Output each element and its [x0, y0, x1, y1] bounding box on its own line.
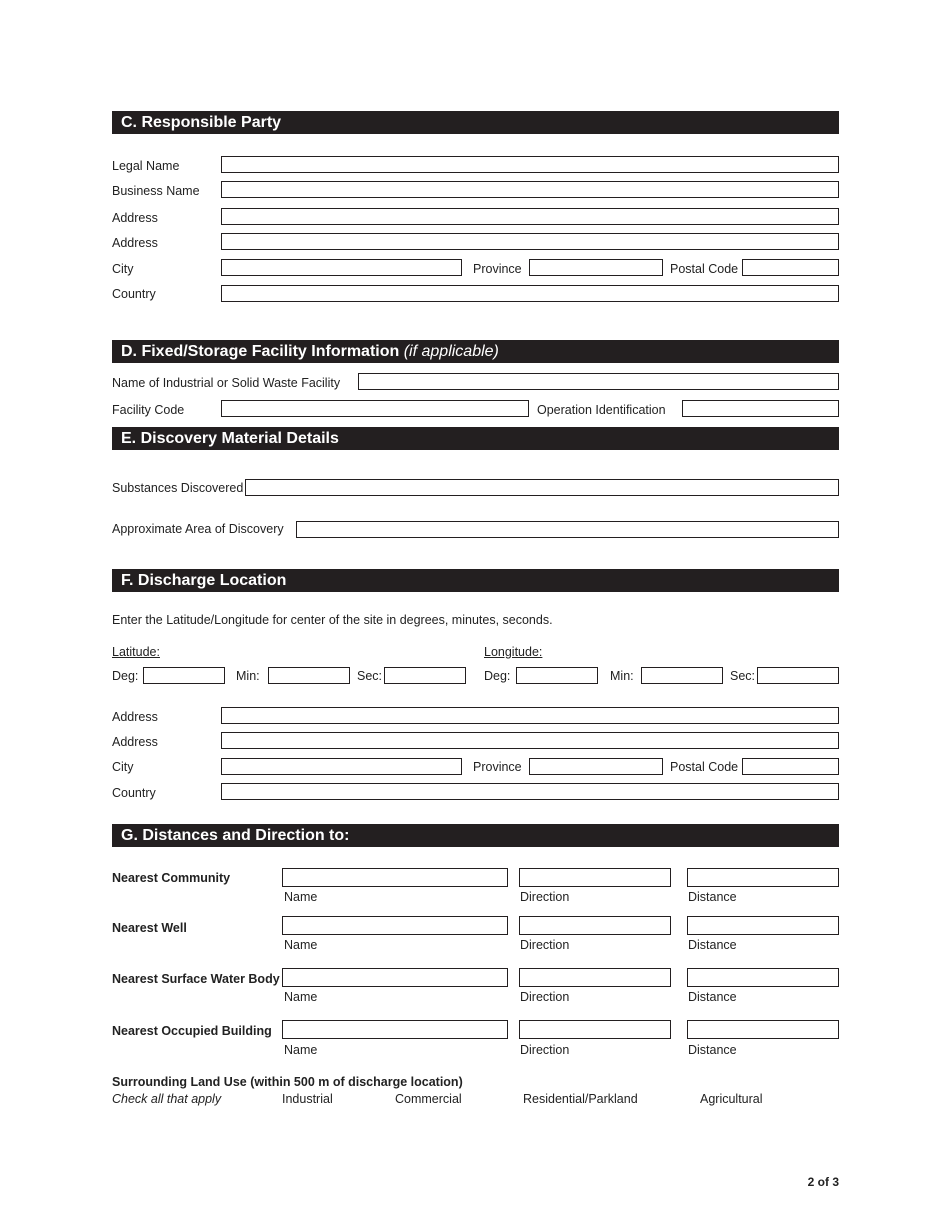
nearest-occupied-building-direction-caption: Direction: [520, 1043, 570, 1057]
nearest-surface-water-label: Nearest Surface Water Body: [112, 972, 280, 986]
land-use-option-industrial[interactable]: Industrial: [282, 1092, 333, 1106]
postal-code-label: Postal Code: [670, 262, 739, 276]
legal-name-label: Legal Name: [112, 159, 180, 173]
city-field[interactable]: [221, 259, 462, 276]
nearest-occupied-building-direction-field[interactable]: [519, 1020, 671, 1039]
f-province-label: Province: [473, 760, 522, 774]
f-country-field[interactable]: [221, 783, 839, 800]
address-1-field[interactable]: [221, 208, 839, 225]
section-g-header: [112, 824, 839, 847]
land-use-option-residential[interactable]: Residential/Parkland: [523, 1092, 638, 1106]
business-name-label: Business Name: [112, 184, 200, 198]
postal-code-field[interactable]: [742, 259, 839, 276]
f-postal-code-label: Postal Code: [670, 760, 739, 774]
long-deg-field[interactable]: [516, 667, 598, 684]
address-2-field[interactable]: [221, 233, 839, 250]
f-address-2-field[interactable]: [221, 732, 839, 749]
long-sec-label: Sec:: [730, 669, 756, 683]
city-label: City: [112, 262, 134, 276]
nearest-community-distance-field[interactable]: [687, 868, 839, 887]
operation-id-field[interactable]: [682, 400, 839, 417]
nearest-community-distance-caption: Distance: [688, 890, 737, 904]
nearest-surface-water-direction-field[interactable]: [519, 968, 671, 987]
nearest-occupied-building-label: Nearest Occupied Building: [112, 1024, 272, 1038]
f-city-label: City: [112, 760, 134, 774]
facility-name-label: Name of Industrial or Solid Waste Facility: [112, 376, 341, 390]
f-address-1-label: Address: [112, 710, 158, 724]
nearest-community-label: Nearest Community: [112, 871, 231, 885]
province-label: Province: [473, 262, 522, 276]
lat-min-label: Min:: [236, 669, 260, 683]
longitude-heading: Longitude:: [484, 645, 543, 659]
substances-label: Substances Discovered: [112, 481, 244, 495]
f-city-field[interactable]: [221, 758, 462, 775]
nearest-community-name-field[interactable]: [282, 868, 508, 887]
substances-field[interactable]: [245, 479, 839, 496]
section-c-title: C. Responsible Party: [121, 114, 282, 131]
address-2-label: Address: [112, 236, 158, 250]
nearest-well-distance-caption: Distance: [688, 938, 737, 952]
latitude-heading: Latitude:: [112, 645, 160, 659]
latlong-instruction: Enter the Latitude/Longitude for center of the site in degrees, minutes, seconds.: [112, 613, 553, 627]
nearest-occupied-building-distance-field[interactable]: [687, 1020, 839, 1039]
province-field[interactable]: [529, 259, 663, 276]
lat-sec-label: Sec:: [357, 669, 383, 683]
lat-deg-field[interactable]: [143, 667, 225, 684]
section-f-header: [112, 569, 839, 592]
nearest-well-name-caption: Name: [284, 938, 318, 952]
long-sec-field[interactable]: [757, 667, 839, 684]
long-min-label: Min:: [610, 669, 634, 683]
lat-min-field[interactable]: [268, 667, 350, 684]
facility-code-field[interactable]: [221, 400, 529, 417]
section-c-header: [112, 111, 839, 134]
nearest-surface-water-distance-field[interactable]: [687, 968, 839, 987]
nearest-occupied-building-name-field[interactable]: [282, 1020, 508, 1039]
nearest-community-direction-caption: Direction: [520, 890, 570, 904]
nearest-community-direction-field[interactable]: [519, 868, 671, 887]
section-g-title: G. Distances and Direction to:: [121, 827, 350, 844]
address-1-label: Address: [112, 211, 158, 225]
long-min-field[interactable]: [641, 667, 723, 684]
land-use-hint: Check all that apply: [112, 1092, 222, 1106]
nearest-well-direction-field[interactable]: [519, 916, 671, 935]
section-e-title: E. Discovery Material Details: [121, 430, 339, 447]
long-deg-label: Deg:: [484, 669, 511, 683]
nearest-occupied-building-distance-caption: Distance: [688, 1043, 737, 1057]
page-number: 2 of 3: [807, 1175, 839, 1189]
land-use-option-commercial[interactable]: Commercial: [395, 1092, 462, 1106]
facility-name-field[interactable]: [358, 373, 839, 390]
area-label: Approximate Area of Discovery: [112, 522, 284, 536]
f-postal-code-field[interactable]: [742, 758, 839, 775]
section-d-header: [112, 340, 839, 363]
nearest-surface-water-name-field[interactable]: [282, 968, 508, 987]
section-e-header: [112, 427, 839, 450]
business-name-field[interactable]: [221, 181, 839, 198]
nearest-surface-water-direction-caption: Direction: [520, 990, 570, 1004]
lat-deg-label: Deg:: [112, 669, 139, 683]
nearest-occupied-building-name-caption: Name: [284, 1043, 318, 1057]
nearest-well-label: Nearest Well: [112, 921, 187, 935]
lat-sec-field[interactable]: [384, 667, 466, 684]
nearest-surface-water-distance-caption: Distance: [688, 990, 737, 1004]
nearest-community-name-caption: Name: [284, 890, 318, 904]
f-province-field[interactable]: [529, 758, 663, 775]
legal-name-field[interactable]: [221, 156, 839, 173]
country-label: Country: [112, 287, 156, 301]
section-d-note: (if applicable): [403, 343, 499, 360]
country-field[interactable]: [221, 285, 839, 302]
f-country-label: Country: [112, 786, 156, 800]
nearest-surface-water-name-caption: Name: [284, 990, 318, 1004]
nearest-well-name-field[interactable]: [282, 916, 508, 935]
f-address-1-field[interactable]: [221, 707, 839, 724]
section-d-title: D. Fixed/Storage Facility Information: [121, 343, 400, 360]
area-field[interactable]: [296, 521, 839, 538]
section-f-title: F. Discharge Location: [121, 572, 287, 589]
land-use-option-agricultural[interactable]: Agricultural: [700, 1092, 763, 1106]
facility-code-label: Facility Code: [112, 403, 185, 417]
land-use-title: Surrounding Land Use (within 500 m of discharge location): [112, 1075, 463, 1089]
nearest-well-distance-field[interactable]: [687, 916, 839, 935]
nearest-well-direction-caption: Direction: [520, 938, 570, 952]
operation-id-label: Operation Identification: [537, 403, 666, 417]
f-address-2-label: Address: [112, 735, 158, 749]
